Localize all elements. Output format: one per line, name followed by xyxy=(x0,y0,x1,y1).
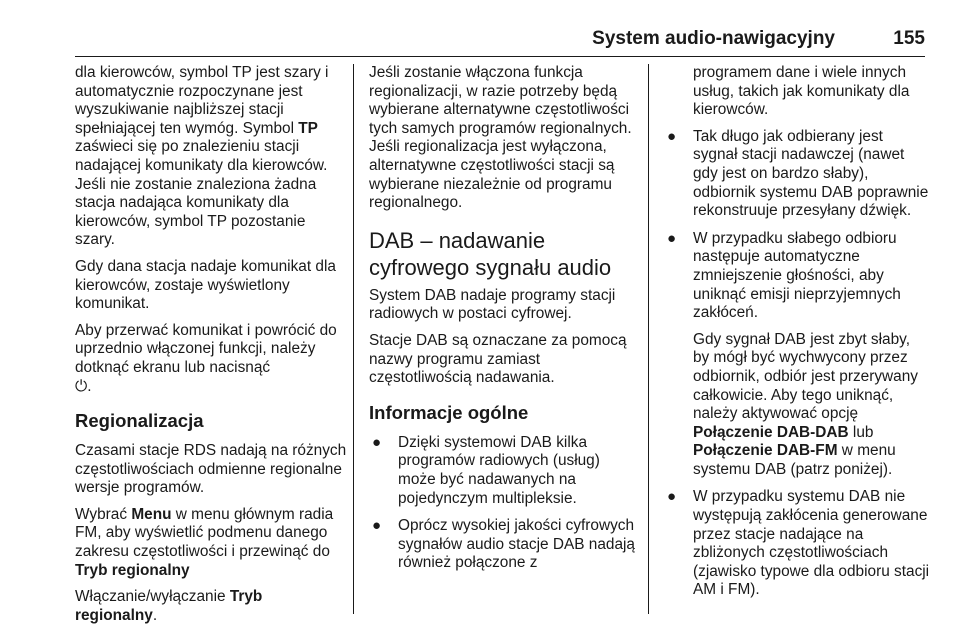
paragraph: Stacje DAB są oznaczane za pomocą nazwy programu zamiast częstotliwością nadawania. xyxy=(369,331,627,387)
paragraph: Włączanie/wyłączanie Tryb regionalny. xyxy=(75,588,263,624)
list-item: ● Tak długo jak odbierany jest sygnał stacji nadawczej (nawet gdy jest on bardzo słaby), odbiornik systemu DAB poprawnie rekonstruuje przesyłany dźwięk. xyxy=(667,127,929,220)
column-1 xyxy=(75,64,347,633)
paragraph: Aby przerwać komunikat i powrócić do uprzednio włączonej funkcji, należy dotknąć ekranu lub nacisnąć ⏻. xyxy=(75,321,337,395)
column-2 xyxy=(369,64,641,582)
column-divider xyxy=(353,64,354,614)
paragraph: Gdy sygnał DAB jest zbyt słaby, by mógł być wychwycony przez odbiornik, odbiór jest przerywany całkowicie. Aby tego uniknąć, należy aktywować opcję Połączenie DAB-DAB lub Połączenie DAB-FM w menu systemu DAB (patrz poniżej). xyxy=(693,330,918,478)
page-header xyxy=(75,24,925,58)
chapter-heading: DAB – nadawanie cyfrowego sygnału audio xyxy=(369,227,612,280)
paragraph: Gdy dana stacja nadaje komunikat dla kierowców, zostaje wyświetlony komunikat. xyxy=(75,257,336,313)
list-item: ● Oprócz wysokiej jakości cyfrowych sygnałów audio stacje DAB nadają również połączone z xyxy=(372,517,635,572)
bullet-icon: ● xyxy=(667,488,677,506)
section-heading: Regionalizacja xyxy=(75,410,204,432)
power-icon: ⏻ xyxy=(75,377,88,395)
section-heading: Informacje ogólne xyxy=(369,401,529,423)
page-number: 155 xyxy=(893,28,925,49)
bullet-icon: ● xyxy=(372,433,382,451)
column-divider xyxy=(648,64,649,614)
paragraph: System DAB nadaje programy stacji radiowych w postaci cyfrowej. xyxy=(369,286,616,323)
bullet-icon: ● xyxy=(372,517,382,535)
paragraph: Wybrać Menu w menu głównym radia FM, aby wyświetlić podmenu danego zakresu częstotliwości i przewinąć do Tryb regionalny xyxy=(75,505,334,579)
paragraph: dla kierowców, symbol TP jest szary i automatycznie rozpoczynane jest wyszukiwanie najbliższej stacji spełniającej ten wymóg. Symbol TP zaświeci się po znalezieniu stacji nadającej komunikaty dla kierowców. Jeśli nie zostanie znaleziona żadna stacja nadająca komunikaty dla kierowców, symbol TP pozostanie szary. xyxy=(75,64,329,249)
column-3 xyxy=(664,64,930,609)
list-item: ● W przypadku słabego odbioru następuje automatyczne zmniejszenie głośności, aby uniknąć emisji nieprzyjemnych zakłóceń. Gdy sygnał DAB jest zbyt słaby, by mógł być wychwycony przez odbiornik, odbiór jest przerywany całkowicie. Aby tego uniknąć, należy aktywować opcję Połączenie DAB-DAB lub Połączenie DAB-FM w menu systemu DAB (patrz poniżej). xyxy=(664,230,930,480)
list-item: ● Dzięki systemowi DAB kilka programów radiowych (usług) może być nadawanych na pojedynczym multipleksie. xyxy=(372,433,600,507)
list-item: ● W przypadku systemu DAB nie występują zakłócenia generowane przez stacje nadające na zbliżonych częstotliwościach (zjawisko typowe dla odbioru stacji AM i FM). xyxy=(667,488,930,599)
paragraph: Czasami stacje RDS nadają na różnych częstotliwościach odmienne regionalne wersje programów. xyxy=(75,442,347,497)
list-item-continued: programem dane i wiele innych usług, takich jak komunikaty dla kierowców. xyxy=(693,64,910,119)
paragraph: Jeśli zostanie włączona funkcja regionalizacji, w razie potrzeby będą wybierane alternatywne częstotliwości tych samych programów regionalnych. Jeśli regionalizacja jest wyłączona, alternatywne częstotliwości stacji są wybierane niezależnie od programu regionalnego. xyxy=(369,64,632,212)
header-title: System audio-nawigacyjny xyxy=(592,28,835,49)
bullet-icon: ● xyxy=(667,127,677,145)
header-rule xyxy=(75,56,925,57)
bullet-icon: ● xyxy=(667,229,677,247)
